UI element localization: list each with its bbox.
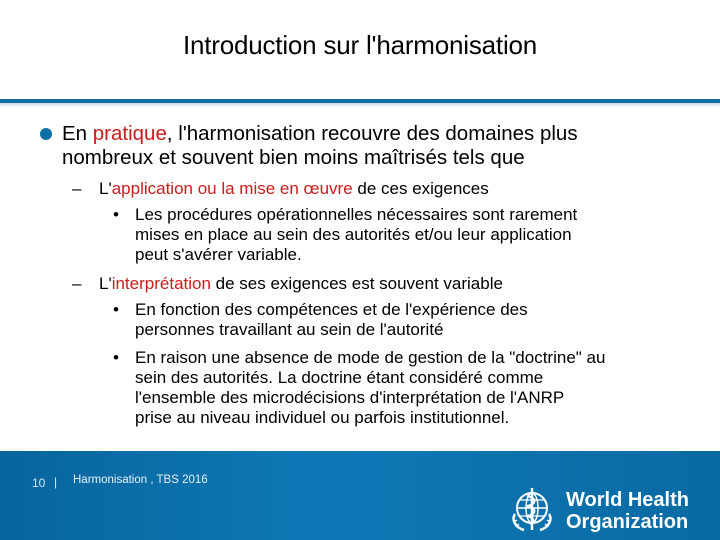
l1-pre: En bbox=[62, 122, 93, 145]
level2-dash: – bbox=[72, 274, 82, 293]
sub2-pre: L' bbox=[99, 274, 112, 293]
sub1-pre: L' bbox=[99, 179, 112, 198]
sub2-item2-line: prise au niveau individuel ou parfois institutionnel. bbox=[135, 408, 510, 427]
sub2-post: de ses exigences est souvent variable bbox=[210, 274, 503, 293]
level3-item-doctrine bbox=[135, 348, 705, 428]
level2-dash: – bbox=[72, 179, 82, 198]
who-organization-name bbox=[566, 489, 689, 533]
level3-bullet: • bbox=[113, 300, 119, 319]
sub2-item2-line: sein des autorités. La doctrine étant considéré comme bbox=[135, 368, 544, 387]
level3-item-procedures bbox=[135, 205, 705, 265]
sub1-item-line: mises en place au sein des autorités et/ou leur application bbox=[135, 225, 572, 244]
l1-line2: nombreux et souvent bien moins maîtrisés tels que bbox=[62, 146, 525, 169]
level2-item-application bbox=[99, 179, 699, 199]
level3-bullet: • bbox=[113, 205, 119, 224]
org-line1: World Health bbox=[566, 489, 689, 511]
sub2-item2-line: En raison une absence de mode de gestion de la "doctrine" au bbox=[135, 348, 606, 367]
page-number: 10 bbox=[32, 476, 46, 490]
sub1-item-line: Les procédures opérationnelles nécessaires sont rarement bbox=[135, 205, 578, 224]
footer-text: Harmonisation , TBS 2016 bbox=[73, 474, 208, 486]
sub2-item2-line: l'ensemble des microdécisions d'interprétation de l'ANRP bbox=[135, 388, 565, 407]
sub2-item1-line: personnes travaillant au sein de l'autorité bbox=[135, 320, 444, 339]
sub1-emphasis: application ou la mise en œuvre bbox=[111, 179, 353, 198]
l1-emphasis: pratique bbox=[92, 122, 167, 145]
sub1-post: de ces exigences bbox=[352, 179, 489, 198]
title-divider-shadow bbox=[0, 103, 720, 107]
level3-bullet: • bbox=[113, 348, 119, 367]
sub2-emphasis: interprétation bbox=[111, 274, 211, 293]
sub2-item1-line: En fonction des compétences et de l'expérience des bbox=[135, 300, 528, 319]
level2-item-interpretation bbox=[99, 274, 699, 294]
level1-text bbox=[62, 122, 702, 170]
l1-line1-post: , l'harmonisation recouvre des domaines plus bbox=[166, 122, 578, 145]
who-emblem-icon bbox=[506, 484, 558, 536]
sub1-item-line: peut s'avérer variable. bbox=[135, 245, 302, 264]
org-line2: Organization bbox=[566, 511, 689, 533]
level3-item-competences bbox=[135, 300, 705, 340]
page-separator: | bbox=[54, 475, 58, 489]
slide-title: Introduction sur l'harmonisation bbox=[182, 30, 538, 60]
level1-bullet-icon bbox=[40, 128, 52, 140]
